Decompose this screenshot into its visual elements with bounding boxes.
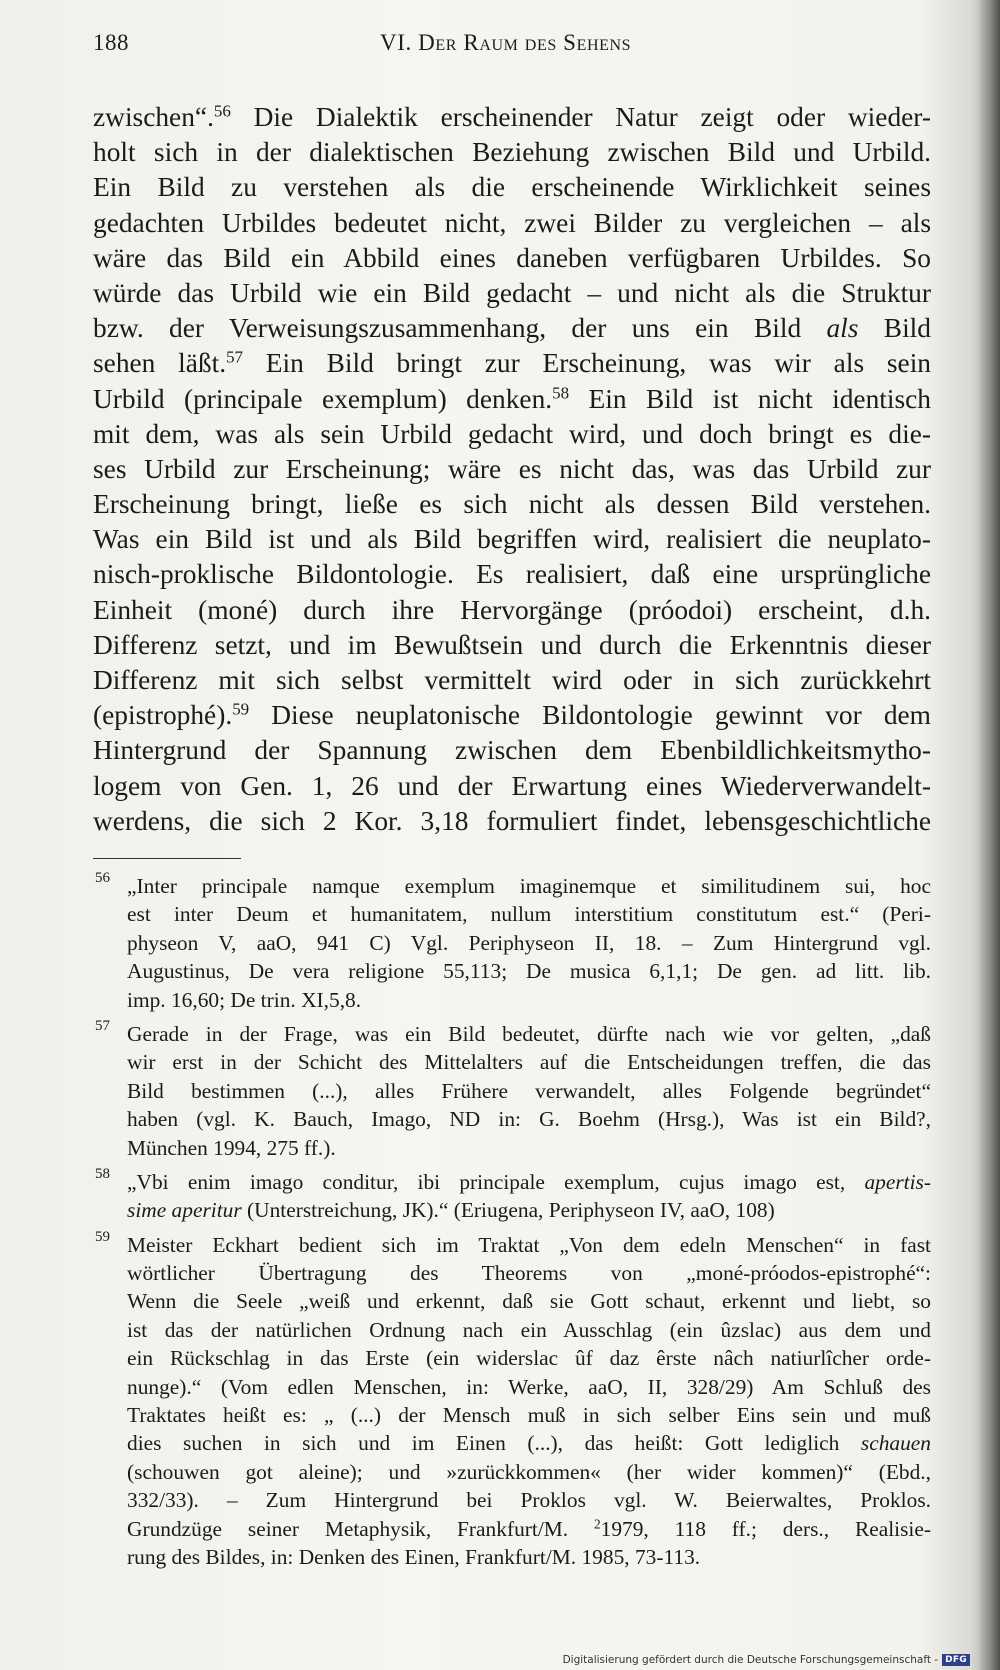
page-spine-shadow [978,0,1000,1670]
line-text: Wenn die Seele „weiß und erkennt, daß sie Gott schaut, erkennt und liebt, so [127,1289,931,1314]
line-text: mit dem, was als sein Urbild gedacht wird, und doch bringt es die- [93,418,931,449]
footnote-line [127,1020,931,1048]
page-number: 188 [93,30,129,55]
footnote-reference: 56 [213,101,231,121]
text-line [93,487,931,522]
line-text: Differenz mit sich selbst vermittelt wird oder in sich zurückkehrt [93,665,931,695]
line-text-rest: (Unterstreichung, JK).“ (Eriugena, Periphyseon IV, aaO, 108) [241,1198,775,1223]
line-text: sehen läßt. [93,348,227,379]
page-header [0,30,1000,64]
footnote-line [127,1134,931,1162]
text-line [93,100,931,135]
line-text: imp. 16,60; De trin. XI,5,8. [127,987,362,1012]
footnote-line [127,1458,931,1486]
line-text: bzw. der Verweisungszusammenhang, der uns ein Bild [93,313,827,344]
footnote-line [127,1543,931,1571]
text-line [93,593,931,628]
line-text: Gerade in der Frage, was ein Bild bedeutet, dürfte nach wie vor gelten, „daß [127,1021,931,1046]
footnote-number: 58 [95,1165,110,1182]
footnote-number: 56 [95,870,110,886]
line-text: „Inter principale namque exemplum imaginemque et similitudinem sui, hoc [127,874,931,898]
footnote-line [127,1486,931,1514]
line-text: dies suchen in sich und im Einen (...), das heißt: Gott lediglich [127,1431,861,1456]
footnote-line [127,1373,931,1401]
line-text: Meister Eckhart bedient sich im Traktat „Von dem edeln Menschen“ in fast [127,1232,931,1257]
footnote-59 [93,1228,931,1572]
footnote-line [127,1105,931,1133]
footnote-line [127,1048,931,1076]
footnote-line [127,872,931,900]
italic-text: schauen [860,1431,931,1456]
line-text: nisch-proklische Bildontologie. Es realisiert, daß eine ursprüngliche [93,559,931,590]
footnote-line [127,1316,931,1344]
line-text: zwischen“. [93,102,214,132]
footnote-reference: 57 [226,347,244,367]
text-line [93,769,931,804]
line-text: Ein Bild zu verstehen als die erscheinende Wirklichkeit seines [93,172,931,203]
footnote-line [127,929,931,957]
line-text-rest: Bild [858,313,931,344]
line-text: Grundzüge seiner Metaphysik, Frankfurt/M. [127,1516,594,1541]
italic-text: als [826,313,859,344]
line-text: 332/33). – Zum Hintergrund bei Proklos vgl. W. Beierwaltes, Proklos. [127,1488,931,1513]
footnote-line [127,1077,931,1105]
line-text: holt sich in der dialektischen Beziehung zwischen Bild und Urbild. [93,137,931,168]
line-text: physeon V, aaO, 941 C) Vgl. Periphyseon II, 18. – Zum Hintergrund vgl. [127,930,931,955]
line-text: ein Rückschlag in das Erste (ein widerslac ûf daz êrste nâch natiurlîcher orde- [127,1346,931,1371]
text-line [93,804,931,839]
footnote-line [127,1401,931,1429]
credit-text: Digitalisierung gefördert durch die Deutsche Forschungsgemeinschaft - [562,1654,939,1666]
footnote-line [127,1231,931,1259]
line-text: würde das Urbild wie ein Bild gedacht – und nicht als die Struktur [93,277,931,308]
text-line [93,663,931,698]
text-line [93,452,931,487]
text-line [93,417,931,452]
footnote-line [127,986,931,1014]
footnote-line [127,1287,931,1315]
line-text: wäre das Bild ein Abbild eines daneben verfügbaren Urbildes. So [93,242,931,273]
line-text: Augustinus, De vera religione 55,113; De musica 6,1,1; De gen. ad litt. lib. [127,959,931,984]
text-line [93,382,931,417]
line-text-rest: Die Dialektik erscheinender Natur zeigt oder wieder- [230,102,931,132]
line-text: wörtlicher Übertragung des Theorems von „moné-próodos-epistrophé“: [127,1261,931,1286]
text-line [93,522,931,557]
footnote-line [127,1168,931,1196]
line-text: München 1994, 275 ff.). [127,1135,336,1160]
footnote-line [127,1429,931,1457]
footnote-reference: 2 [594,1516,601,1532]
footnote-reference: 58 [552,383,570,403]
footnote-line [127,1259,931,1287]
line-text: Bild bestimmen (...), alles Frühere verwandelt, alles Folgende begründet“ [127,1078,931,1103]
line-text: Urbild (principale exemplum) denken. [93,383,553,414]
footnote-line [127,900,931,928]
line-text-rest: Ein Bild bringt zur Erscheinung, was wir als sein [243,348,931,379]
italic-text: apertis- [864,1169,931,1194]
text-line [93,241,931,276]
main-text [93,100,931,839]
line-text: nunge).“ (Vom edlen Menschen, in: Werke, aaO, II, 328/29) Am Schluß des [127,1374,931,1399]
line-text: Traktates heißt es: „ (...) der Mensch muß in sich selber Eins sein und muß [127,1403,931,1428]
line-text: logem von Gen. 1, 26 und der Erwartung eines Wiederverwandelt- [93,770,931,801]
text-line [93,557,931,592]
line-text: (epistrophé). [93,700,233,731]
footnote-line [127,1196,931,1224]
line-text: werdens, die sich 2 Kor. 3,18 formuliert findet, lebensgeschichtliche [93,805,931,836]
line-text: ist das der natürlichen Ordnung nach ein Ausschlag (ein ûzslac) aus dem und [127,1317,931,1342]
footnote-line [127,1515,931,1543]
dfg-logo: DFG [942,1654,970,1666]
line-text: Erscheinung bringt, ließe es sich nicht als dessen Bild verstehen. [93,489,931,520]
footnote-line [127,1344,931,1372]
line-text: haben (vgl. K. Bauch, Imago, ND in: G. Boehm (Hrsg.), Was ist ein Bild?, [127,1107,931,1132]
line-text: ses Urbild zur Erscheinung; wäre es nicht das, was das Urbild zur [93,453,931,484]
text-line [93,311,931,346]
italic-text: sime aperitur [127,1198,242,1223]
text-line [93,135,931,170]
line-text: est inter Deum et humanitatem, nullum interstitium constitutum est.“ (Peri- [127,902,931,927]
text-line [93,170,931,205]
text-line [93,276,931,311]
line-text: „Vbi enim imago conditur, ibi principale exemplum, cujus imago est, [127,1169,865,1194]
line-text: rung des Bildes, in: Denken des Einen, Frankfurt/M. 1985, 73-113. [127,1544,701,1569]
line-text: Was ein Bild ist und als Bild begriffen wird, realisiert die neuplato- [93,524,931,555]
line-text: Hintergrund der Spannung zwischen dem Ebenbildlichkeitsmytho- [93,735,931,766]
text-line [93,346,931,381]
text-line [93,698,931,733]
footnote-number: 57 [95,1017,110,1034]
footnote-reference: 59 [232,699,250,719]
footnote-56 [93,872,931,1014]
line-text: wir erst in der Schicht des Mittelalters auf die Entscheidungen treffen, die das [127,1050,931,1075]
line-text-rest: Diese neuplatonische Bildontologie gewinnt vor dem [249,700,931,731]
text-line [93,206,931,241]
line-text: Differenz setzt, und im Bewußtsein und durch die Erkenntnis dieser [93,629,931,660]
digitization-credit [563,1654,970,1666]
line-text: (schouwen got aleine); und »zurückkommen« (her wider kommen)“ (Ebd., [127,1459,931,1484]
footnote-separator [93,858,241,859]
footnote-58 [93,1165,931,1225]
line-text-rest: Ein Bild ist nicht identisch [569,383,932,414]
line-text: gedachten Urbildes bedeutet nicht, zwei Bilder zu vergleichen – als [93,207,931,238]
text-line [93,733,931,768]
footnotes [93,872,931,1577]
footnote-57 [93,1017,931,1162]
running-head: VI. Der Raum des Sehens [380,30,632,55]
text-line [93,628,931,663]
footnote-number: 59 [95,1228,110,1245]
footnote-line [127,957,931,985]
line-text-rest: 1979, 118 ff.; ders., Realisie- [600,1516,931,1541]
line-text: Einheit (moné) durch ihre Hervorgänge (próodoi) erscheint, d.h. [93,594,931,625]
